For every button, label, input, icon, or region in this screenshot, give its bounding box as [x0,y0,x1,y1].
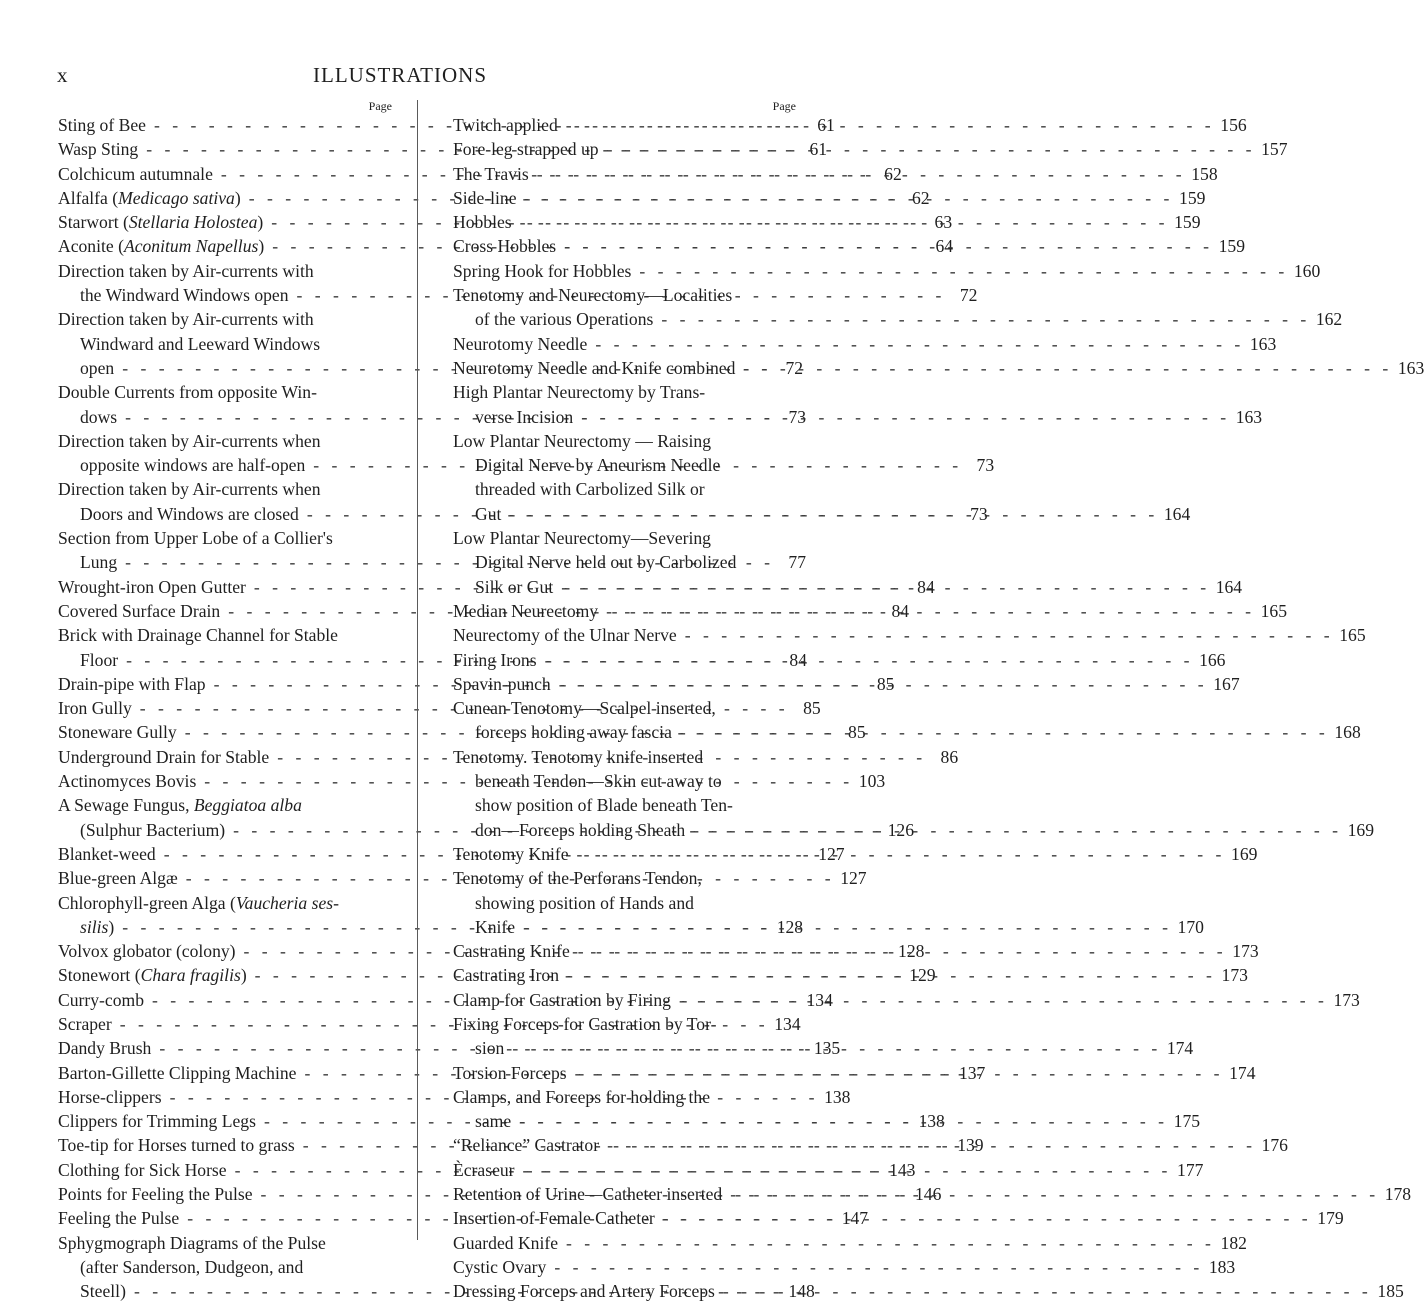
entry-page: 138 [824,1086,851,1107]
entry-title: opposite windows are half-open [80,455,306,476]
entry-title: Spavin-punch [453,673,551,694]
leader-dots [556,234,1209,258]
entry-title: Underground Drain for Stable [58,746,270,767]
entry-page: 84 [789,649,808,670]
entry-title: Clamp for Castration by Firing [453,989,671,1010]
leader-dots [515,915,1168,939]
entry-page: 163 [1397,357,1424,378]
entry-page: 61 [817,115,835,135]
entry-page: 156 [1220,115,1247,135]
entry-title: Points for Feeling the Pulse [58,1184,253,1205]
entry-title: Sting of Bee [58,115,146,135]
entry-title: (after Sanderson, Dudgeon, and [80,1256,304,1277]
entry-title: Tenotomy and Neurectomy—Localities [453,285,733,306]
entry-page: 73 [976,455,995,476]
leader-dots [653,307,1306,331]
entry-page: 176 [1261,1135,1288,1156]
entry-title: Low Plantar Neurectomy—Severing [453,528,711,549]
entry-page: 179 [1317,1208,1344,1229]
page-header [0,63,800,91]
entry-title: Firing Irons [453,649,537,670]
leader-dots [599,1133,1252,1157]
entry-title: Torsion Forceps [453,1062,567,1083]
entry-title: Cunean Tenotomy—Scalpel inserted, [453,698,716,719]
entry-title: Clippers for Trimming Legs [58,1111,256,1132]
entry-title: show position of Blade beneath Ten- [475,795,733,816]
leader-dots [511,1109,1164,1133]
entry-title: Spring Hook for Hobbles [453,260,632,281]
entry-title: verse Incision [475,406,574,427]
leader-dots [501,502,1154,526]
entry-page: 166 [1199,649,1226,670]
entry-title: Direction taken by Air-currents with [58,309,314,330]
entry-page: 77 [788,552,807,573]
entry-page: 85 [803,698,821,719]
entry-title: Starwort (Stellaria Holostea) [58,212,264,233]
leader-dots [529,162,1182,186]
entry-page: 127 [818,843,845,864]
entry-page: 182 [1220,1232,1247,1253]
entry-page: 160 [1293,260,1321,281]
entry-page: 134 [806,989,833,1010]
entry-page: 127 [840,868,867,889]
entry-page: 173 [1232,941,1259,962]
entry-title: sion [475,1038,505,1059]
entry-page: 72 [959,285,978,306]
entry-page: 129 [909,965,936,986]
entry-page: 138 [918,1111,945,1132]
entry-title: Doors and Windows are closed [80,503,299,524]
left-page-label: Page [368,99,392,113]
entry-title: Castrating Iron [453,965,560,986]
entry-page: 73 [970,503,988,524]
entry-title: Tenotomy Knife [453,843,569,864]
entry-page: 72 [785,357,804,378]
leader-dots [537,648,1190,672]
entry-title: Steell) [80,1281,126,1302]
entry-title: Actinomyces Bovis [58,771,197,792]
entry-title: Curry-comb [58,989,144,1010]
entry-title: silis) [80,916,115,937]
entry-page: 173 [1221,965,1248,986]
entry-title: Alfalfa (Medicago sativa) [58,187,241,208]
leader-dots [504,1036,1157,1060]
entry-page: 173 [1333,989,1360,1010]
entry-title: Clothing for Sick Horse [58,1159,227,1180]
leader-dots [677,623,1330,647]
entry-title: open [80,357,115,378]
entry-title: Silk or Gut [475,576,554,597]
entry-page: 163 [1235,406,1263,427]
entry-page: 62 [884,163,902,184]
entry-title: Horse-clippers [58,1086,162,1107]
entry-title: the Windward Windows open [80,285,289,306]
entry-title: Low Plantar Neurectomy — Raising [453,430,711,451]
entry-page: 169 [1347,819,1375,840]
entry-title: Dandy Brush [58,1038,152,1059]
leader-dots [512,210,1165,234]
entry-page: 177 [1177,1159,1204,1180]
entry-title: Colchicum autumnale [58,163,213,184]
entry-page: 178 [1384,1184,1412,1205]
entry-title: Insertion of Female Catheter [453,1208,655,1229]
leader-dots [546,1255,1199,1279]
entry-page: 168 [1334,722,1361,743]
entry-page: 163 [1249,333,1277,354]
leader-dots [722,1182,1375,1206]
entry-title: Hobbles [453,212,512,233]
entry-title: Direction taken by Air-currents when [58,479,321,500]
entry-title: A Sewage Fungus, Beggiatoa alba [58,795,302,816]
entry-title: Guarded Knife [453,1232,559,1253]
leader-dots [517,186,1170,210]
entry-title: Covered Surface Drain [58,600,221,621]
entry-page: 135 [813,1038,841,1059]
entry-title: Brick with Drainage Channel for Stable [58,625,338,646]
entry-title: same [475,1111,512,1132]
entry-page: 170 [1177,916,1204,937]
entry-title: dows [80,406,118,427]
leader-dots [735,356,1388,380]
entry-title: Knife [475,916,516,937]
entry-title: Tenotomy of the Perforans Tendon, [453,868,702,889]
leader-dots [685,818,1338,842]
entry-title: Clamps, and Forceps for holding the [453,1086,711,1107]
entry-title: Retention of Urine—Catheter inserted [453,1184,723,1205]
entry-page: 169 [1231,843,1258,864]
leader-dots [655,1206,1308,1230]
entry-page: 143 [889,1159,916,1180]
entry-page: 134 [774,1013,801,1034]
entry-page: 85 [876,673,895,694]
leader-dots [598,599,1251,623]
entry-page: 148 [788,1281,815,1302]
entry-title: Wrought-iron Open Gutter [58,576,246,597]
entry-title: forceps holding away fascia [475,722,672,743]
entry-title: Neurectomy of the Ulnar Nerve [453,625,677,646]
entry-title: Castrating Knife [453,941,570,962]
entry-title: Scraper [58,1013,112,1034]
entry-page: 85 [848,722,866,743]
entry-title: Floor [80,649,119,670]
entry-title: Toe-tip for Horses turned to grass [58,1135,295,1156]
leader-dots [715,1279,1368,1303]
entry-title: Fixing Forceps for Castration by Tor- [453,1013,717,1034]
entry-page: 64 [935,236,954,257]
page-title: ILLUSTRATIONS [313,63,487,87]
entry-page: 164 [1163,503,1191,524]
leader-dots [569,842,1222,866]
column-divider [417,100,418,1240]
entry-title: The Travis [453,163,529,184]
illustration-entry [453,259,1321,283]
entry-title: threaded with Carbolized Silk or [475,479,705,500]
leader-dots [559,963,1212,987]
entry-page: 86 [940,746,959,767]
entry-page: 146 [915,1184,942,1205]
entry-page: 174 [1229,1062,1256,1083]
entry-title: Feeling the Pulse [58,1208,180,1229]
entry-page: 84 [917,576,935,597]
illustration-entry [453,356,1424,380]
leader-dots [567,1061,1220,1085]
entry-title: Twitch applied [453,115,558,135]
entry-title: Windward and Leeward Windows [80,333,321,354]
entry-title: Digital Nerve by Aneurism Needle [475,455,721,476]
entry-page: 158 [1191,163,1218,184]
entry-title: (Sulphur Bacterium) [80,819,226,840]
entry-title: High Plantar Neurectomy by Trans- [453,382,706,403]
leader-dots [553,575,1206,599]
entry-page: 159 [1179,187,1206,208]
entry-page: 137 [958,1062,986,1083]
entry-page: 147 [841,1208,869,1229]
entry-page: 63 [934,212,953,233]
entry-page: 84 [891,600,910,621]
entry-title: Fore-leg strapped up [453,139,599,160]
entry-title: Neurotomy Needle [453,333,588,354]
entry-title: Cystic Ovary [453,1256,547,1277]
entry-page: 157 [1261,139,1288,160]
illustration-entry [453,1231,1247,1255]
entry-title: Ècraseur [453,1159,515,1180]
entry-title: Chlorophyll-green Alga (Vaucheria ses- [58,892,339,913]
entry-title: Drain-pipe with Flap [58,673,206,694]
entry-title: of the various Operations [475,309,654,330]
entry-page: 165 [1339,625,1366,646]
entry-page: 159 [1174,212,1201,233]
entry-title: Direction taken by Air-currents with [58,260,314,281]
entry-page: 128 [776,916,804,937]
entry-title: Tenotomy. Tenotomy knife inserted [453,746,704,767]
entry-title: Median Neurectomy [453,600,599,621]
entry-page: 162 [1315,309,1343,330]
leader-dots [631,259,1284,283]
entry-title: Stonewort (Chara fragilis) [58,965,247,986]
entry-page: 139 [957,1135,984,1156]
entry-title: Iron Gully [58,698,132,719]
entry-page: 164 [1215,576,1243,597]
leader-dots [570,939,1223,963]
entry-title: Section from Upper Lobe of a Collier's [58,528,333,549]
illustration-entry [453,1255,1236,1279]
entry-title: Dressing Forceps and Artery Forceps [453,1281,715,1302]
leader-dots [573,405,1226,429]
entry-title: Direction taken by Air-currents when [58,430,321,451]
entry-page: 185 [1377,1281,1404,1302]
entry-page: 167 [1213,673,1240,694]
entry-title: Blanket-weed [58,843,156,864]
entry-page: 174 [1166,1038,1194,1059]
entry-title: “Reliance” Castrator [453,1135,600,1156]
page-number: x [57,63,68,87]
leader-dots [671,988,1324,1012]
entry-title: Sphygmograph Diagrams of the Pulse [58,1232,326,1253]
leader-dots [599,137,1252,161]
entry-page: 126 [887,819,914,840]
illustration-entry [453,623,1366,647]
entry-title: Cross Hobbles [453,236,557,257]
leader-dots [558,1231,1211,1255]
entry-title: Stoneware Gully [58,722,177,743]
entry-title: beneath Tendon—Skin cut away to [475,771,722,792]
entry-title: Lung [80,552,118,573]
entry-title: Wasp Sting [58,139,139,160]
entry-page: 62 [912,187,930,208]
leader-dots [587,332,1240,356]
entry-title: Aconite (Aconitum Napellus) [58,236,265,257]
leader-dots [515,1158,1168,1182]
entry-title: Digital Nerve held out by Carbolized [475,552,737,573]
entry-page: 61 [809,139,828,160]
entry-title: Gut [475,503,502,524]
entry-page: 159 [1218,236,1245,257]
leader-dots [558,113,1211,137]
entry-title: don—Forceps holding Sheath [475,819,686,840]
entry-page: 73 [788,406,807,427]
entry-page: 175 [1173,1111,1201,1132]
entry-title: Double Currents from opposite Win- [58,382,317,403]
entry-page: 183 [1208,1256,1236,1277]
entry-title: Volvox globator (colony) [58,941,236,962]
entry-title: Side-line [453,187,517,208]
illustration-entry [453,380,1263,429]
leader-dots [672,720,1325,744]
entry-title: showing position of Hands and [475,892,694,913]
entry-page: 103 [858,771,886,792]
leader-dots [551,672,1204,696]
entry-page: 165 [1260,600,1287,621]
entry-title: Blue-green Algæ [58,868,178,889]
illustration-entry [453,332,1277,356]
entry-title: Neurotomy Needle and Knife combined [453,357,736,378]
entry-title: Barton-Gillette Clipping Machine [58,1062,297,1083]
right-page-label: Page [772,99,796,113]
entry-page: 128 [898,941,925,962]
